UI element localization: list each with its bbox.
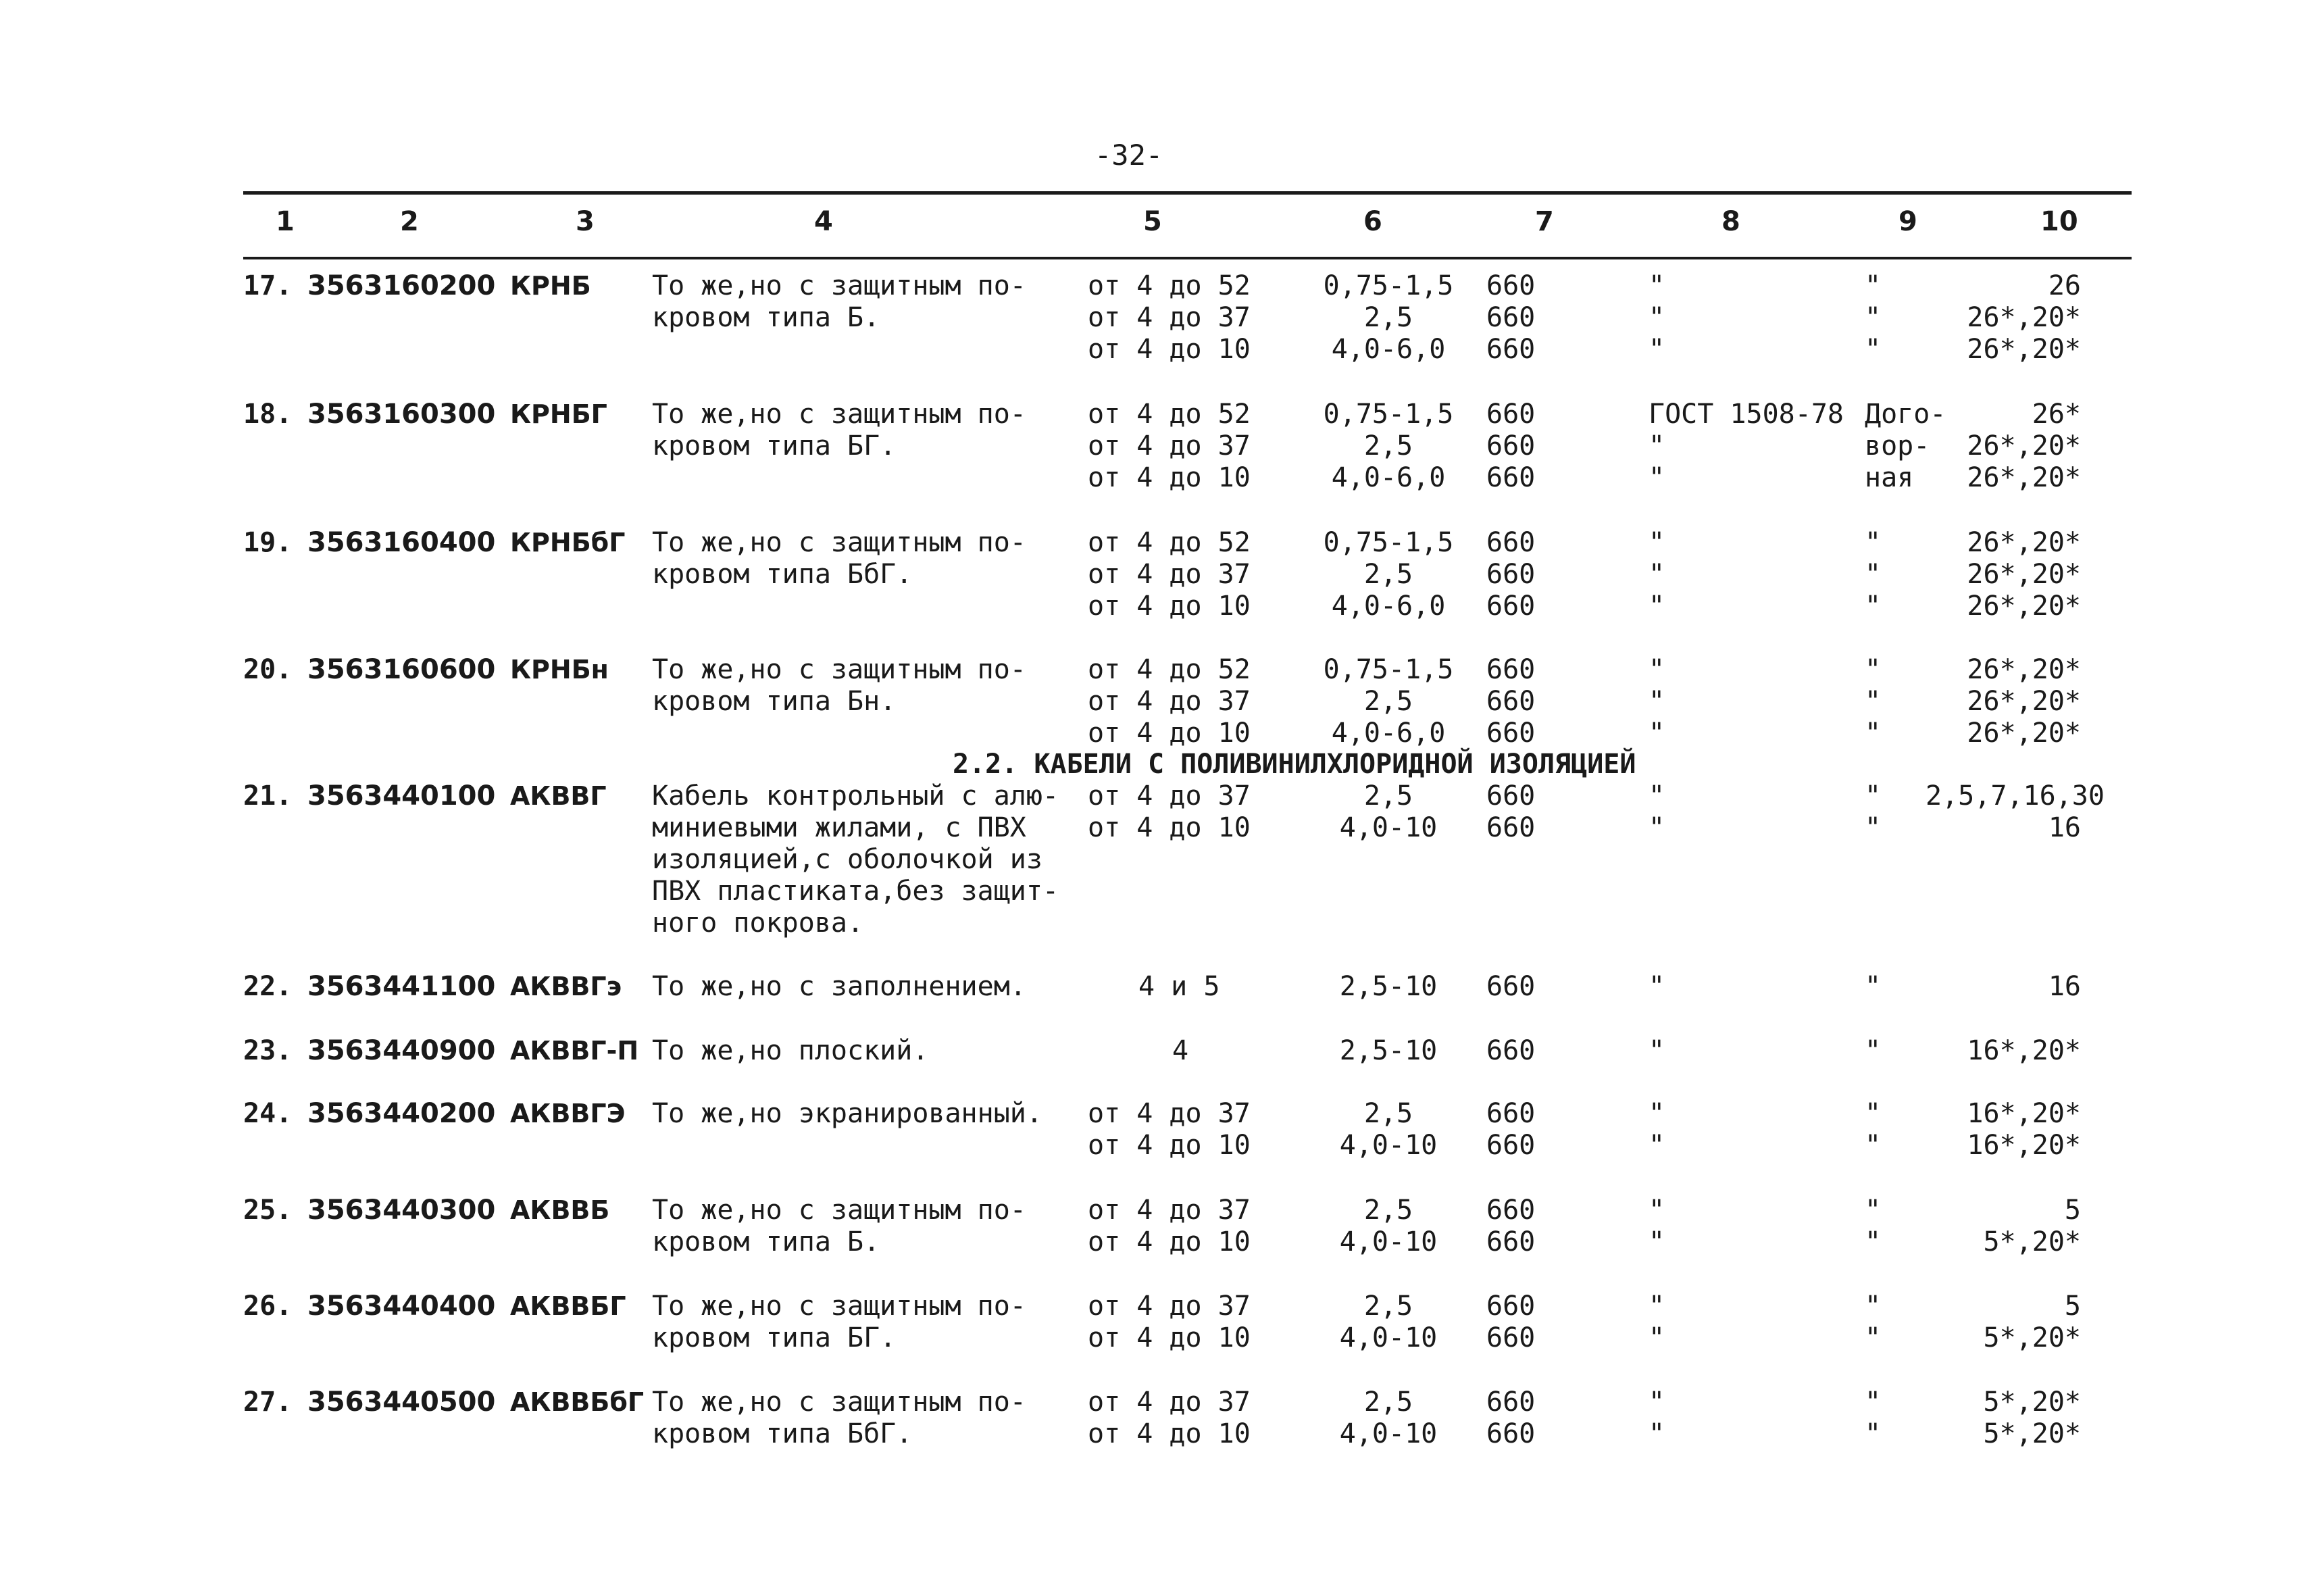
column-header: 5 [1143,206,1162,237]
row-code: 3563440500 [307,1387,496,1418]
row-voltage: 660 660 660 [1486,527,1536,622]
row-description: То же,но экранированный. [652,1098,1042,1129]
row-number: 26. [243,1291,293,1322]
section-heading: 2.2. КАБЕЛИ С ПОЛИВИНИЛХЛОРИДНОЙ ИЗОЛЯЦИЕЙ [953,749,1636,780]
row-cores: от 4 до 52 от 4 до 37 от 4 до 10 [1088,399,1251,493]
row-standard: " " [1649,1098,1665,1161]
row-standard: ГОСТ 1508-78 " " [1649,399,1844,493]
row-cores: 4 [1172,1035,1189,1066]
row-cores: от 4 до 52 от 4 до 37 от 4 до 10 [1088,527,1251,622]
row-cross-section: 0,75-1,5 2,5 4,0-6,0 [1323,527,1454,622]
row-number: 25. [243,1195,293,1226]
row-description: То же,но с защитным по- кровом типа БГ. [652,1291,1026,1353]
row-notes: 2,5,7,16,30 16 [1926,780,2105,843]
row-notes: 5 5*,20* [1983,1291,2081,1353]
row-mark: АКВВБбГ [510,1387,645,1417]
row-description: Кабель контрольный с алю- миниевыми жилами, с ПВХ изоляцией,с оболочкой из ПВХ пластиката,без защит- ного покрова. [652,780,1059,939]
row-cores: от 4 до 37 от 4 до 10 [1088,1387,1251,1449]
row-cross-section: 2,5 4,0-10 [1339,1387,1438,1449]
row-mark: КРНБГ [510,399,607,429]
row-cross-section: 2,5-10 [1339,971,1438,1002]
row-mark: КРНБ [510,271,591,301]
row-code: 3563440300 [307,1195,496,1226]
row-mark: АКВВБГ [510,1291,626,1321]
column-header: 3 [576,206,595,237]
row-price: " " [1865,1195,1882,1257]
row-mark: АКВВГэ [510,972,622,1001]
row-standard: " " " [1649,270,1665,365]
row-notes: 16*,20* [1967,1035,2081,1066]
row-code: 3563440400 [307,1291,496,1322]
row-notes: 26* 26*,20* 26*,20* [1967,399,2081,493]
row-number: 23. [243,1035,293,1066]
row-standard: " " " [1649,527,1665,622]
row-description: То же,но плоский. [652,1035,929,1066]
row-price: " " " [1865,654,1882,749]
column-header: 2 [400,206,419,237]
row-description: То же,но с защитным по- кровом типа БГ. [652,399,1026,462]
row-number: 18. [243,399,293,430]
row-description: То же,но с защитным по- кровом типа Бн. [652,654,1026,717]
row-description: То же,но с защитным по- кровом типа БбГ. [652,1387,1026,1449]
row-cross-section: 2,5 4,0-10 [1339,1195,1438,1257]
row-standard: " " [1649,780,1665,843]
row-notes: 16*,20* 16*,20* [1967,1098,2081,1161]
row-voltage: 660 [1486,1035,1536,1066]
row-price: " [1865,1035,1882,1066]
row-notes: 26*,20* 26*,20* 26*,20* [1967,654,2081,749]
row-number: 24. [243,1098,293,1129]
row-mark: КРНБн [510,655,609,684]
column-header: 7 [1535,206,1554,237]
row-cross-section: 2,5 4,0-10 [1339,780,1438,843]
row-code: 3563160300 [307,399,496,430]
row-mark: АКВВБ [510,1195,610,1225]
row-price: " [1865,971,1882,1002]
row-price: " " " [1865,527,1882,622]
row-cross-section: 0,75-1,5 2,5 4,0-6,0 [1323,399,1454,493]
row-voltage: 660 660 660 [1486,399,1536,493]
row-number: 17. [243,270,293,301]
row-cross-section: 0,75-1,5 2,5 4,0-6,0 [1323,270,1454,365]
column-header: 6 [1363,206,1382,237]
row-code: 3563440900 [307,1035,496,1066]
table-top-rule [243,191,2132,195]
row-voltage: 660 660 [1486,780,1536,843]
row-price: " " [1865,1291,1882,1353]
row-cores: от 4 до 37 от 4 до 10 [1088,1291,1251,1353]
row-voltage: 660 660 [1486,1195,1536,1257]
row-price: " " " [1865,270,1882,365]
row-code: 3563160400 [307,527,496,558]
row-number: 22. [243,971,293,1002]
row-voltage: 660 660 660 [1486,270,1536,365]
row-price: " " [1865,1098,1882,1161]
column-header: 8 [1721,206,1740,237]
page-number: -32- [1095,139,1163,172]
row-notes: 16 [2048,971,2081,1002]
row-standard: " " [1649,1387,1665,1449]
row-cross-section: 2,5 4,0-10 [1339,1098,1438,1161]
row-voltage: 660 660 [1486,1098,1536,1161]
row-standard: " " " [1649,654,1665,749]
row-cross-section: 2,5 4,0-10 [1339,1291,1438,1353]
column-header: 1 [276,206,295,237]
row-cores: 4 и 5 [1138,971,1220,1002]
row-cores: от 4 до 52 от 4 до 37 от 4 до 10 [1088,654,1251,749]
row-notes: 26 26*,20* 26*,20* [1967,270,2081,365]
row-notes: 26*,20* 26*,20* 26*,20* [1967,527,2081,622]
row-notes: 5 5*,20* [1983,1195,2081,1257]
row-code: 3563160200 [307,270,496,301]
row-number: 27. [243,1387,293,1418]
row-code: 3563441100 [307,971,496,1002]
row-standard: " [1649,1035,1665,1066]
column-header: 9 [1898,206,1917,237]
row-code: 3563440200 [307,1098,496,1129]
row-mark: АКВВГЭ [510,1099,626,1128]
row-price: Дого- вор- ная [1865,399,1946,493]
row-description: То же,но с защитным по- кровом типа Б. [652,270,1026,333]
row-number: 20. [243,654,293,685]
row-cores: от 4 до 37 от 4 до 10 [1088,1098,1251,1161]
row-code: 3563440100 [307,780,496,812]
row-cores: от 4 до 37 от 4 до 10 [1088,780,1251,843]
row-voltage: 660 660 [1486,1291,1536,1353]
row-cores: от 4 до 37 от 4 до 10 [1088,1195,1251,1257]
row-standard: " " [1649,1195,1665,1257]
row-mark: АКВВГ [510,781,607,811]
row-code: 3563160600 [307,654,496,685]
column-header: 4 [814,206,833,237]
row-description: То же,но с заполнением. [652,971,1026,1002]
row-mark: КРНБбГ [510,528,626,557]
row-cores: от 4 до 52 от 4 до 37 от 4 до 10 [1088,270,1251,365]
row-notes: 5*,20* 5*,20* [1983,1387,2081,1449]
row-number: 21. [243,780,293,812]
row-mark: АКВВГ-П [510,1036,639,1066]
row-standard: " " [1649,1291,1665,1353]
row-description: То же,но с защитным по- кровом типа БбГ. [652,527,1026,590]
row-standard: " [1649,971,1665,1002]
row-cross-section: 2,5-10 [1339,1035,1438,1066]
row-voltage: 660 [1486,971,1536,1002]
row-price: " " [1865,780,1882,843]
row-price: " " [1865,1387,1882,1449]
row-description: То же,но с защитным по- кровом типа Б. [652,1195,1026,1257]
column-header: 10 [2040,206,2078,237]
table-header-rule [243,257,2132,259]
row-voltage: 660 660 [1486,1387,1536,1449]
row-cross-section: 0,75-1,5 2,5 4,0-6,0 [1323,654,1454,749]
row-voltage: 660 660 660 [1486,654,1536,749]
row-number: 19. [243,527,293,558]
